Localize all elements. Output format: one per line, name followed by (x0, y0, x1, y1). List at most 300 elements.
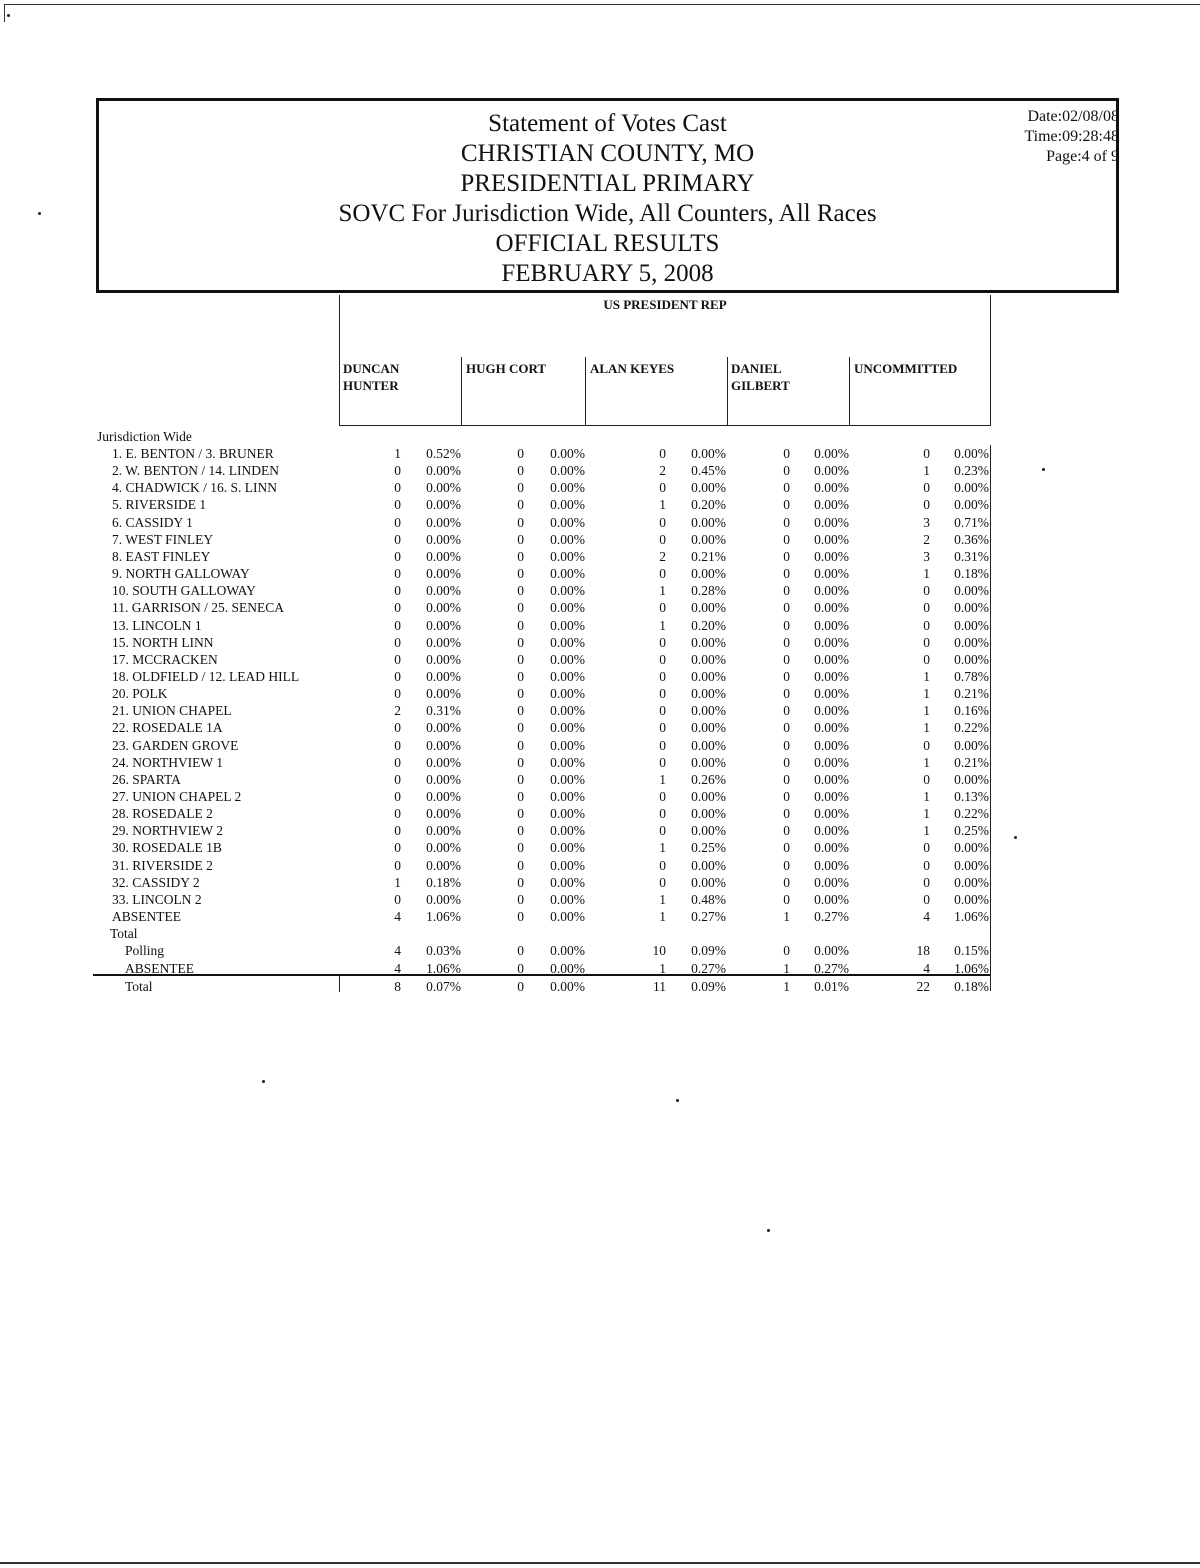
vote-count: 0 (517, 978, 524, 994)
vote-count: 2 (659, 548, 666, 564)
vote-count: 0 (394, 686, 401, 702)
row-label: 20. POLK (112, 686, 168, 702)
vote-count: 0 (659, 686, 666, 702)
vote-percent: 0.00% (954, 497, 989, 513)
vote-count: 0 (394, 857, 401, 873)
vote-count: 18 (916, 943, 930, 959)
vote-count: 0 (783, 548, 790, 564)
row-label: 26. SPARTA (112, 771, 181, 787)
vote-percent: 1.06% (954, 960, 989, 976)
row-label: 21. UNION CHAPEL (112, 703, 232, 719)
vote-percent: 1.06% (954, 909, 989, 925)
table-row (0, 496, 1000, 513)
vote-count: 0 (517, 960, 524, 976)
header-underline (339, 425, 991, 426)
vote-percent: 0.00% (954, 583, 989, 599)
title-line: FEBRUARY 5, 2008 (501, 260, 714, 287)
vote-percent: 0.00% (550, 600, 585, 616)
vote-count: 0 (783, 480, 790, 496)
vote-percent: 0.00% (550, 463, 585, 479)
vote-count: 0 (394, 480, 401, 496)
vote-percent: 0.00% (426, 480, 461, 496)
row-label: 4. CHADWICK / 16. S. LINN (112, 480, 277, 496)
row-label: 28. ROSEDALE 2 (112, 806, 213, 822)
table-row (0, 839, 1000, 856)
vote-count: 0 (517, 754, 524, 770)
vote-count: 0 (517, 703, 524, 719)
vote-percent: 0.00% (814, 463, 849, 479)
vote-percent: 0.00% (954, 651, 989, 667)
vote-count: 1 (923, 823, 930, 839)
vote-percent: 0.00% (814, 531, 849, 547)
vote-percent: 0.00% (814, 874, 849, 890)
row-label: 29. NORTHVIEW 2 (112, 823, 224, 839)
vote-percent: 0.00% (691, 600, 726, 616)
vote-percent: 0.28% (691, 583, 726, 599)
vote-count: 1 (923, 463, 930, 479)
vote-percent: 0.00% (814, 514, 849, 530)
vote-count: 0 (783, 874, 790, 890)
vote-count: 0 (923, 583, 930, 599)
vote-percent: 0.00% (691, 703, 726, 719)
row-label: ABSENTEE (112, 909, 181, 925)
vote-count: 0 (659, 446, 666, 461)
vote-count: 0 (659, 480, 666, 496)
vote-count: 0 (659, 514, 666, 530)
table-row (0, 874, 1000, 891)
vote-percent: 0.18% (954, 978, 989, 994)
vote-percent: 0.00% (691, 446, 726, 461)
report-date: Date:02/08/08 (1027, 108, 1119, 125)
vote-count: 0 (783, 891, 790, 907)
vote-count: 0 (517, 909, 524, 925)
vote-count: 0 (783, 686, 790, 702)
table-row (0, 891, 1000, 908)
table-row (0, 634, 1000, 651)
vote-count: 1 (923, 703, 930, 719)
vote-percent: 0.00% (814, 548, 849, 564)
vote-count: 2 (659, 463, 666, 479)
vote-percent: 0.00% (814, 651, 849, 667)
total-left-tick (339, 976, 340, 992)
vote-percent: 0.27% (691, 909, 726, 925)
table-row (0, 788, 1000, 805)
vote-percent: 0.00% (426, 823, 461, 839)
vote-percent: 0.27% (691, 960, 726, 976)
vote-count: 4 (394, 909, 401, 925)
vote-percent: 0.00% (814, 943, 849, 959)
vote-count: 0 (517, 600, 524, 616)
row-label: Polling (125, 943, 165, 959)
vote-percent: 0.00% (550, 566, 585, 582)
column-divider (727, 357, 728, 425)
vote-count: 0 (783, 617, 790, 633)
row-label: 32. CASSIDY 2 (112, 874, 200, 890)
vote-count: 0 (659, 737, 666, 753)
vote-count: 0 (659, 600, 666, 616)
title-line: Statement of Votes Cast (488, 110, 727, 137)
vote-percent: 0.21% (691, 548, 726, 564)
vote-percent: 0.00% (550, 857, 585, 873)
vote-count: 0 (394, 754, 401, 770)
title-line: SOVC For Jurisdiction Wide, All Counters, All Races (338, 200, 877, 227)
vote-count: 0 (517, 514, 524, 530)
vote-percent: 0.00% (550, 960, 585, 976)
vote-count: 0 (783, 531, 790, 547)
vote-percent: 0.00% (550, 771, 585, 787)
vote-count: 0 (517, 874, 524, 890)
column-divider (461, 357, 462, 425)
title-line: OFFICIAL RESULTS (495, 230, 720, 257)
vote-percent: 0.00% (814, 891, 849, 907)
row-label: ABSENTEE (125, 960, 194, 976)
vote-count: 1 (923, 668, 930, 684)
vote-percent: 0.00% (814, 703, 849, 719)
vote-percent: 0.00% (426, 720, 461, 736)
vote-percent: 0.00% (550, 497, 585, 513)
grand-total-row (0, 978, 1000, 995)
vote-count: 0 (517, 891, 524, 907)
vote-percent: 0.00% (550, 823, 585, 839)
vote-count: 1 (659, 891, 666, 907)
vote-percent: 0.52% (426, 446, 461, 461)
vote-count: 0 (394, 634, 401, 650)
vote-count: 0 (783, 737, 790, 753)
vote-count: 1 (659, 497, 666, 513)
row-label: 2. W. BENTON / 14. LINDEN (112, 463, 279, 479)
report-title (99, 109, 1116, 289)
vote-count: 0 (394, 600, 401, 616)
row-label: 13. LINCOLN 1 (112, 617, 202, 633)
table-row (0, 565, 1000, 582)
vote-percent: 0.00% (426, 583, 461, 599)
vote-percent: 0.00% (426, 617, 461, 633)
vote-count: 0 (783, 789, 790, 804)
vote-count: 0 (517, 686, 524, 702)
vote-percent: 0.00% (814, 583, 849, 599)
vote-count: 0 (783, 497, 790, 513)
vote-percent: 0.00% (550, 737, 585, 753)
table-row (0, 702, 1000, 719)
vote-percent: 0.00% (426, 771, 461, 787)
vote-percent: 0.00% (550, 651, 585, 667)
vote-count: 0 (394, 891, 401, 907)
vote-count: 0 (783, 720, 790, 736)
table-row (0, 617, 1000, 634)
vote-percent: 0.00% (426, 651, 461, 667)
vote-percent: 0.00% (550, 720, 585, 736)
vote-percent: 0.21% (954, 686, 989, 702)
vote-count: 0 (517, 566, 524, 582)
vote-count: 0 (783, 943, 790, 959)
candidate-alan-keyes: ALAN KEYES (590, 361, 675, 376)
vote-count: 0 (923, 651, 930, 667)
vote-percent: 0.00% (814, 497, 849, 513)
vote-count: 0 (394, 840, 401, 856)
page-bottom-rule (0, 1562, 1200, 1564)
scan-speck (767, 1229, 770, 1232)
vote-percent: 0.00% (814, 737, 849, 753)
vote-count: 0 (923, 874, 930, 890)
vote-count: 0 (394, 771, 401, 787)
vote-percent: 0.21% (954, 754, 989, 770)
vote-count: 0 (923, 600, 930, 616)
vote-percent: 0.26% (691, 771, 726, 787)
row-label: 33. LINCOLN 2 (112, 891, 202, 907)
vote-count: 0 (517, 943, 524, 959)
vote-percent: 0.00% (426, 857, 461, 873)
vote-percent: 0.00% (426, 566, 461, 582)
vote-count: 0 (659, 789, 666, 804)
vote-count: 0 (394, 720, 401, 736)
vote-percent: 0.00% (954, 840, 989, 856)
page-left-rule (4, 4, 5, 22)
vote-count: 0 (659, 806, 666, 822)
vote-percent: 0.00% (426, 789, 461, 804)
vote-count: 0 (783, 446, 790, 461)
vote-count: 1 (659, 909, 666, 925)
vote-percent: 0.00% (550, 686, 585, 702)
row-label: 1. E. BENTON / 3. BRUNER (112, 446, 274, 461)
vote-count: 0 (923, 857, 930, 873)
vote-percent: 0.00% (550, 634, 585, 650)
title-line: CHRISTIAN COUNTY, MO (460, 140, 755, 167)
vote-percent: 0.00% (691, 651, 726, 667)
table-row (0, 651, 1000, 668)
candidate-duncan-hunter: DUNCAN HUNTER (343, 361, 400, 393)
column-divider (585, 357, 586, 425)
vote-count: 0 (783, 583, 790, 599)
table-row (0, 445, 1000, 462)
vote-percent: 0.00% (954, 480, 989, 496)
vote-count: 0 (517, 789, 524, 804)
vote-count: 0 (659, 874, 666, 890)
vote-count: 0 (923, 497, 930, 513)
vote-percent: 0.00% (426, 737, 461, 753)
vote-percent: 0.27% (814, 960, 849, 976)
vote-percent: 0.00% (814, 771, 849, 787)
vote-count: 4 (923, 960, 930, 976)
row-label: 22. ROSEDALE 1A (112, 720, 223, 736)
table-right-edge (990, 445, 991, 991)
vote-count: 0 (517, 548, 524, 564)
vote-count: 0 (394, 463, 401, 479)
vote-percent: 0.00% (814, 634, 849, 650)
vote-count: 0 (783, 651, 790, 667)
vote-count: 0 (517, 668, 524, 684)
row-label: 8. EAST FINLEY (112, 548, 211, 564)
vote-percent: 0.36% (954, 531, 989, 547)
vote-count: 0 (659, 823, 666, 839)
scan-speck (38, 212, 41, 215)
vote-count: 0 (923, 840, 930, 856)
row-label: 15. NORTH LINN (112, 634, 214, 650)
vote-count: 1 (783, 960, 790, 976)
column-divider (849, 357, 850, 425)
table-row (0, 822, 1000, 839)
vote-percent: 0.00% (814, 668, 849, 684)
vote-count: 0 (783, 806, 790, 822)
vote-percent: 0.22% (954, 806, 989, 822)
table-row (0, 771, 1000, 788)
vote-percent: 0.00% (550, 806, 585, 822)
vote-count: 0 (783, 754, 790, 770)
vote-count: 1 (783, 909, 790, 925)
vote-count: 0 (394, 514, 401, 530)
scan-speck (262, 1080, 265, 1083)
vote-percent: 0.00% (691, 720, 726, 736)
vote-count: 0 (923, 617, 930, 633)
vote-count: 1 (394, 874, 401, 890)
vote-percent: 0.00% (814, 480, 849, 496)
vote-percent: 0.00% (691, 823, 726, 839)
vote-count: 0 (517, 737, 524, 753)
vote-percent: 0.00% (954, 771, 989, 787)
vote-percent: 0.78% (954, 668, 989, 684)
vote-count: 1 (659, 840, 666, 856)
vote-count: 0 (517, 531, 524, 547)
vote-count: 0 (659, 651, 666, 667)
vote-count: 1 (923, 754, 930, 770)
vote-percent: 0.25% (954, 823, 989, 839)
vote-percent: 0.00% (691, 874, 726, 890)
report-time: Time:09:28:48 (1024, 128, 1119, 145)
vote-percent: 0.25% (691, 840, 726, 856)
vote-percent: 0.00% (691, 789, 726, 804)
vote-percent: 0.00% (691, 857, 726, 873)
vote-count: 22 (916, 978, 930, 994)
vote-count: 0 (517, 857, 524, 873)
vote-count: 0 (394, 651, 401, 667)
vote-percent: 0.00% (550, 789, 585, 804)
vote-count: 0 (659, 531, 666, 547)
vote-percent: 0.48% (691, 891, 726, 907)
vote-count: 0 (517, 446, 524, 461)
vote-percent: 0.00% (550, 703, 585, 719)
vote-count: 0 (783, 857, 790, 873)
vote-percent: 0.20% (691, 497, 726, 513)
vote-percent: 0.00% (814, 840, 849, 856)
vote-percent: 0.00% (814, 720, 849, 736)
vote-percent: 0.00% (550, 840, 585, 856)
row-label: 11. GARRISON / 25. SENECA (112, 600, 285, 616)
vote-count: 0 (783, 771, 790, 787)
section-label: Jurisdiction Wide (97, 429, 192, 444)
table-row (0, 548, 1000, 565)
vote-count: 1 (923, 806, 930, 822)
table-right-border (990, 295, 991, 425)
vote-percent: 0.00% (426, 463, 461, 479)
vote-count: 1 (783, 978, 790, 994)
race-title: US PRESIDENT REP (603, 297, 727, 312)
row-label: 17. MCCRACKEN (112, 651, 218, 667)
table-left-border (339, 295, 340, 425)
vote-percent: 0.00% (426, 497, 461, 513)
table-row (0, 805, 1000, 822)
vote-count: 0 (923, 446, 930, 461)
vote-percent: 0.00% (954, 617, 989, 633)
vote-percent: 0.16% (954, 703, 989, 719)
vote-count: 0 (783, 703, 790, 719)
vote-percent: 0.00% (691, 634, 726, 650)
table-row (0, 668, 1000, 685)
vote-count: 0 (517, 463, 524, 479)
vote-count: 0 (783, 634, 790, 650)
vote-count: 8 (394, 978, 401, 994)
scan-speck (676, 1099, 679, 1102)
vote-count: 1 (923, 686, 930, 702)
vote-percent: 0.00% (954, 874, 989, 890)
vote-count: 0 (394, 737, 401, 753)
vote-percent: 0.00% (814, 617, 849, 633)
vote-percent: 0.00% (426, 548, 461, 564)
vote-count: 0 (783, 668, 790, 684)
candidate-daniel-gilbert: DANIEL GILBERT (731, 361, 790, 393)
vote-percent: 0.00% (426, 634, 461, 650)
table-row (0, 685, 1000, 702)
vote-percent: 0.00% (550, 514, 585, 530)
vote-percent: 0.00% (426, 806, 461, 822)
vote-percent: 0.00% (691, 686, 726, 702)
vote-count: 1 (923, 789, 930, 804)
vote-percent: 0.00% (954, 737, 989, 753)
table-row (0, 582, 1000, 599)
vote-percent: 0.71% (954, 514, 989, 530)
vote-percent: 0.31% (426, 703, 461, 719)
vote-count: 0 (517, 840, 524, 856)
vote-percent: 0.00% (550, 531, 585, 547)
row-label: 7. WEST FINLEY (112, 531, 214, 547)
vote-count: 1 (659, 583, 666, 599)
vote-percent: 0.00% (691, 754, 726, 770)
row-label: 10. SOUTH GALLOWAY (112, 583, 256, 599)
vote-percent: 0.00% (426, 600, 461, 616)
vote-count: 0 (517, 634, 524, 650)
vote-count: 0 (659, 668, 666, 684)
vote-count: 0 (659, 720, 666, 736)
vote-count: 2 (394, 703, 401, 719)
vote-count: 1 (923, 720, 930, 736)
vote-percent: 0.22% (954, 720, 989, 736)
vote-count: 0 (394, 789, 401, 804)
vote-count: 4 (923, 909, 930, 925)
title-line: PRESIDENTIAL PRIMARY (460, 170, 755, 197)
vote-percent: 0.00% (426, 514, 461, 530)
scan-speck (1014, 836, 1017, 839)
vote-count: 0 (923, 771, 930, 787)
vote-percent: 0.13% (954, 789, 989, 804)
vote-percent: 0.00% (550, 480, 585, 496)
row-label: Total (125, 978, 153, 994)
table-row (0, 531, 1000, 548)
report-header (96, 98, 1119, 293)
vote-count: 0 (783, 840, 790, 856)
vote-count: 0 (923, 737, 930, 753)
vote-count: 0 (783, 463, 790, 479)
table-row (0, 719, 1000, 736)
vote-count: 0 (517, 497, 524, 513)
vote-percent: 0.00% (691, 737, 726, 753)
table-row (0, 514, 1000, 531)
vote-count: 0 (923, 480, 930, 496)
vote-percent: 0.00% (550, 617, 585, 633)
vote-percent: 0.00% (814, 600, 849, 616)
vote-percent: 0.00% (550, 754, 585, 770)
vote-count: 0 (783, 600, 790, 616)
vote-percent: 0.09% (691, 943, 726, 959)
vote-count: 1 (659, 771, 666, 787)
vote-percent: 0.00% (550, 548, 585, 564)
